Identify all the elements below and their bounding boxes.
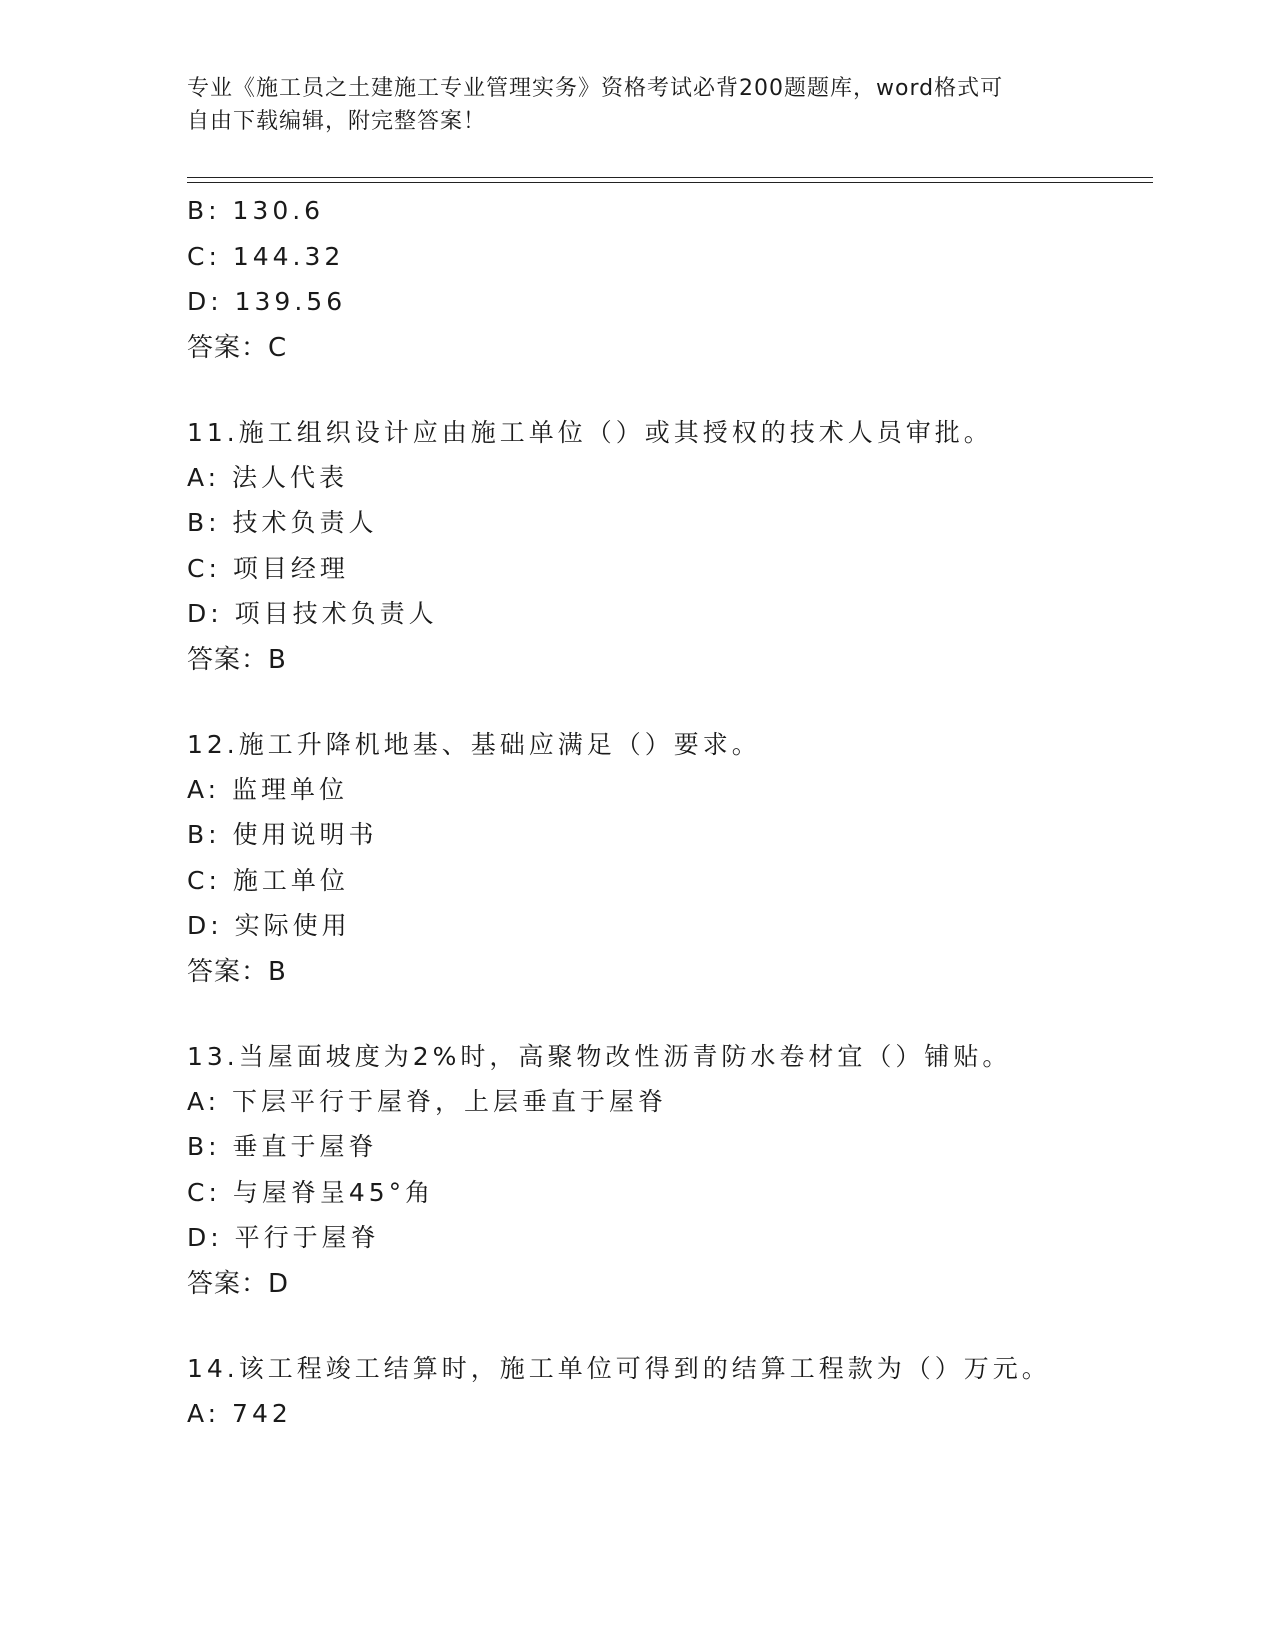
answer-line: 答案：B xyxy=(187,956,287,987)
question-title: 14.该工程竣工结算时，施工单位可得到的结算工程款为（）万元。 xyxy=(187,1353,1051,1383)
question-11 xyxy=(187,411,1167,683)
header-rule-bottom xyxy=(187,182,1153,183)
question-14 xyxy=(187,1347,1167,1437)
option-a: A: 监理单位 xyxy=(187,774,349,804)
answer-line: 答案：B xyxy=(187,644,287,675)
option-d: D: 项目技术负责人 xyxy=(187,599,438,628)
option-c: C: 与屋脊呈45°角 xyxy=(187,1177,435,1207)
option-d: D: 平行于屋脊 xyxy=(187,1223,380,1252)
option-c: C: 项目经理 xyxy=(187,553,349,583)
question-10-tail xyxy=(187,188,1167,371)
option-a: A: 法人代表 xyxy=(187,462,349,492)
option-a: A: 742 xyxy=(187,1398,292,1428)
document-header xyxy=(187,72,1087,138)
answer-line: 答案：C xyxy=(187,332,288,363)
question-title: 13.当屋面坡度为2%时，高聚物改性沥青防水卷材宜（）铺贴。 xyxy=(187,1041,1012,1071)
question-13 xyxy=(187,1035,1167,1307)
header-line-1: 专业《施工员之土建施工专业管理实务》资格考试必背200题题库，word格式可 xyxy=(187,76,1004,101)
option-b: B: 垂直于屋脊 xyxy=(187,1132,378,1161)
option-b: B: 使用说明书 xyxy=(187,820,378,849)
option-d: D: 139.56 xyxy=(187,287,347,316)
header-rule-top xyxy=(187,177,1153,178)
option-b: B: 130.6 xyxy=(187,196,325,225)
option-a: A: 下层平行于屋脊，上层垂直于屋脊 xyxy=(187,1086,668,1116)
question-title: 11.施工组织设计应由施工单位（）或其授权的技术人员审批。 xyxy=(187,417,993,447)
option-b: B: 技术负责人 xyxy=(187,508,378,537)
header-line-2: 自由下载编辑，附完整答案！ xyxy=(187,109,487,134)
answer-line: 答案：D xyxy=(187,1268,290,1299)
question-title: 12.施工升降机地基、基础应满足（）要求。 xyxy=(187,729,761,759)
option-c: C: 施工单位 xyxy=(187,865,349,895)
option-c: C: 144.32 xyxy=(187,241,345,271)
option-d: D: 实际使用 xyxy=(187,911,351,940)
document-body xyxy=(187,188,1167,1436)
question-12 xyxy=(187,723,1167,995)
